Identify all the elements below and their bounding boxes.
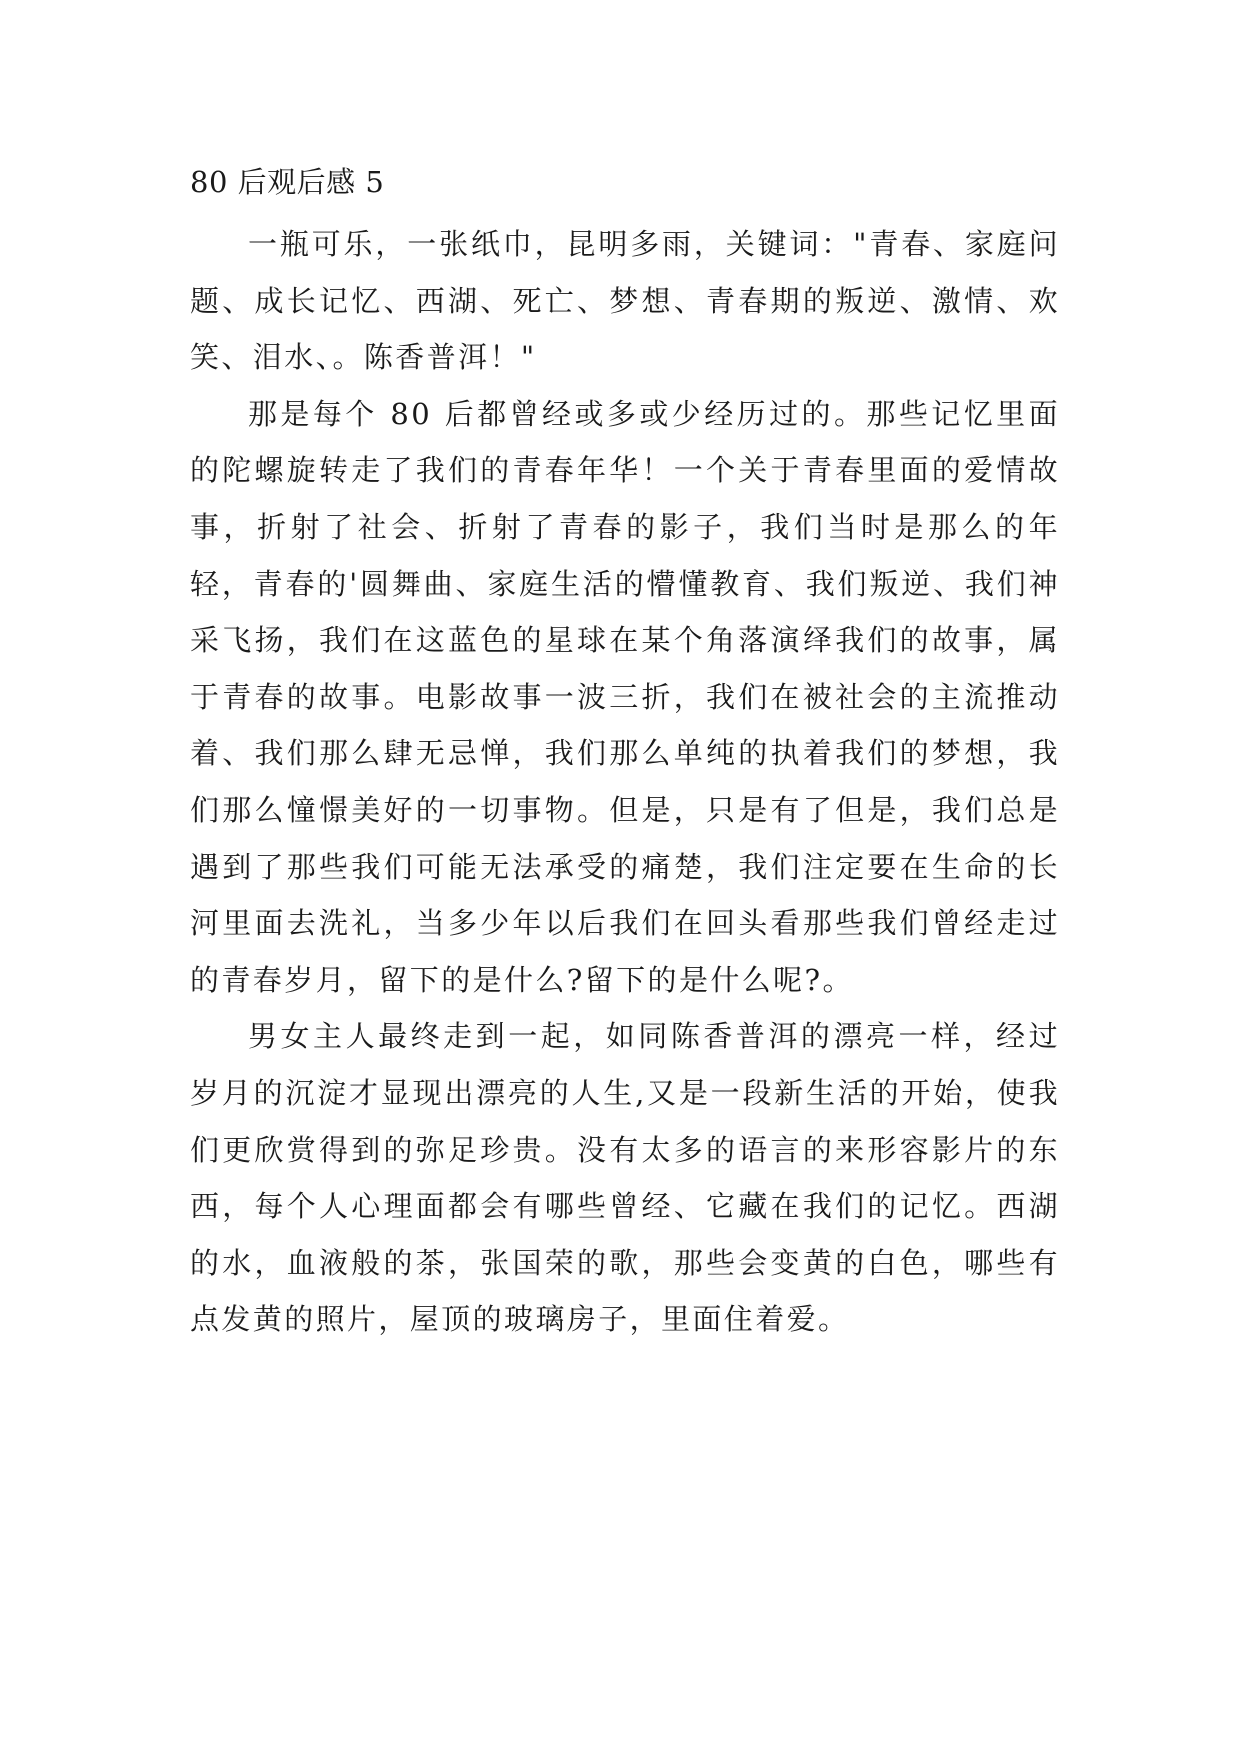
paragraph-3: 男女主人最终走到一起，如同陈香普洱的漂亮一样，经过岁月的沉淀才显现出漂亮的人生,又是一段新生活的开始，使我们更欣赏得到的弥足珍贵。没有太多的语言的来形容影片的东西，每个人心理面都会有哪些曾经、它藏在我们的记忆。西湖的水，血液般的茶，张国荣的歌，那些会变黄的白色，哪些有点发黄的照片，屋顶的玻璃房子，里面住着爱。 — [190, 1019, 1060, 1337]
paragraph-1: 一瓶可乐，一张纸巾，昆明多雨，关键词："青春、家庭问题、成长记忆、西湖、死亡、梦想、青春期的叛逆、激情、欢笑、泪水、。陈香普洱！" — [190, 227, 1060, 375]
document-body — [190, 160, 1060, 1348]
paragraph-2: 那是每个 80 后都曾经或多或少经历过的。那些记忆里面的陀螺旋转走了我们的青春年华！一个关于青春里面的爱情故事，折射了社会、折射了青春的影子，我们当时是那么的年轻，青春的'圆舞曲、家庭生活的懵懂教育、我们叛逆、我们神采飞扬，我们在这蓝色的星球在某个角落演绎我们的故事，属于青春的故事。电影故事一波三折，我们在被社会的主流推动着、我们那么肆无忌惮，我们那么单纯的执着我们的梦想，我们那么憧憬美好的一切事物。但是，只是有了但是，我们总是遇到了那些我们可能无法承受的痛楚，我们注定要在生命的长河里面去洗礼，当多少年以后我们在回头看那些我们曾经走过的青春岁月，留下的是什么?留下的是什么呢?。 — [190, 396, 1060, 997]
document-title: 80 后观后感 5 — [190, 165, 385, 199]
